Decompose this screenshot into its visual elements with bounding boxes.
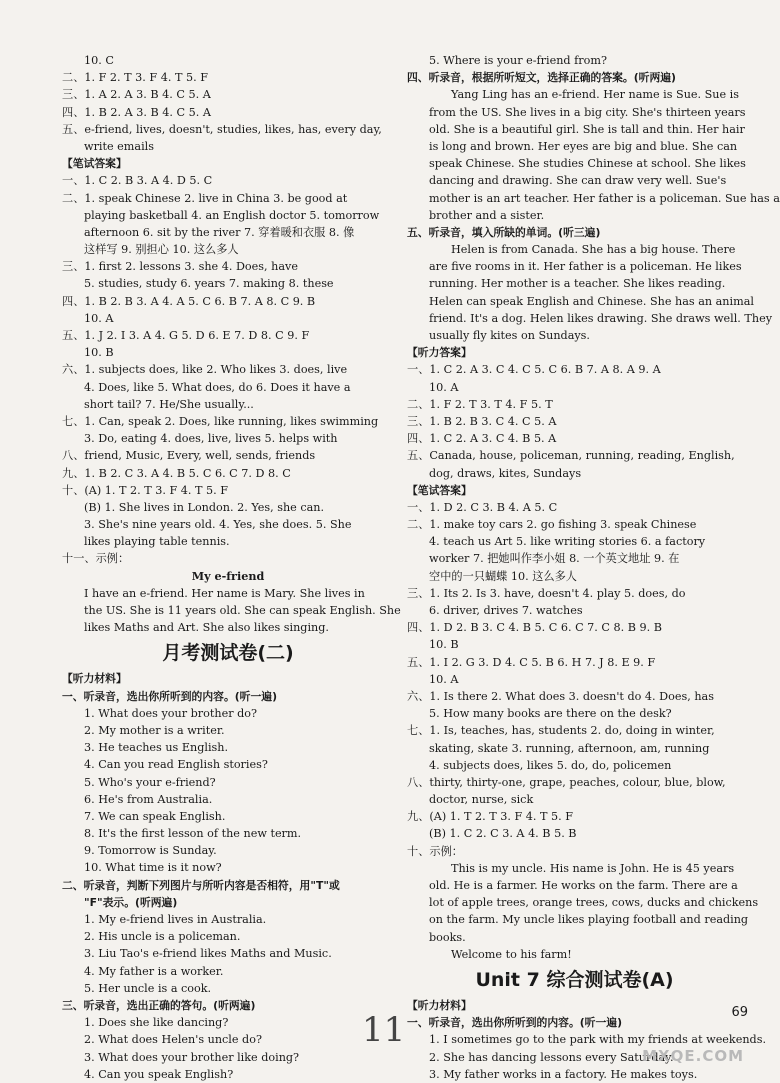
text-line: 二、1. F 2. T 3. T 4. F 5. T	[407, 397, 553, 411]
text-line: 一、1. D 2. C 3. B 4. A 5. C	[407, 500, 558, 514]
text-line: usually fly kites on Sundays.	[429, 329, 590, 342]
text-line: 五、听录音，填入所缺的单词。(听三遍)	[407, 225, 601, 239]
text-line: worker 7. 把她叫作李小姐 8. 一个英文地址 9. 在	[429, 552, 680, 566]
text-line: 五、Canada, house, policeman, running, reading, English,	[407, 449, 735, 463]
text-line: 十、(A) 1. T 2. T 3. F 4. T 5. F	[62, 483, 229, 497]
text-line: My e-friend	[191, 568, 265, 583]
text-line: 九、1. B 2. C 3. A 4. B 5. C 6. C 7. D 8. C	[62, 466, 291, 480]
text-line: 三、1. first 2. lessons 3. she 4. Does, have	[62, 260, 298, 274]
text-line: 三、1. Its 2. Is 3. have, doesn't 4. play 5. does, do	[407, 586, 686, 600]
text-line: 五、1. J 2. I 3. A 4. G 5. D 6. E 7. D 8. C 9. F	[62, 329, 310, 342]
text-line: 2. What does Helen's uncle do?	[84, 1033, 262, 1047]
text-line: write emails	[84, 139, 154, 153]
text-line: 3. What does your brother like doing?	[84, 1050, 300, 1064]
text-line: on the farm. My uncle likes playing football and reading	[429, 913, 749, 927]
text-line: 5. Where is your e-friend from?	[429, 54, 607, 67]
text-line: 9. Tomorrow is Sunday.	[84, 844, 217, 858]
text-line: lot of apple trees, orange trees, cows, ducks and chickens	[429, 896, 759, 910]
text-line: 七、1. Can, speak 2. Does, like running, likes swimming	[62, 414, 379, 428]
text-line: "F"表示。(听两遍)	[84, 895, 178, 909]
handwritten-mark: 11	[362, 1010, 406, 1050]
right-column	[407, 52, 780, 1083]
text-line: old. She is a beautiful girl. She is tall and thin. Her hair	[429, 122, 745, 136]
text-line: 一、听录音，选出你所听到的内容。(听一遍)	[62, 689, 278, 703]
text-line: This is my uncle. His name is John. He is 45 years	[451, 861, 735, 875]
text-line: 4. teach us Art 5. like writing stories 6. a factory	[429, 535, 706, 549]
text-line: 四、听录音，根据所听短文，选择正确的答案。(听两遍)	[407, 71, 676, 85]
text-line: 月考测试卷(二)	[162, 642, 294, 665]
text-line: 【笔试答案】	[407, 483, 472, 497]
text-line: 10. B	[429, 638, 459, 652]
text-line: 10. What time is it now?	[84, 861, 222, 875]
text-line: 十、示例：	[407, 844, 463, 858]
text-line: (B) 1. C 2. C 3. A 4. B 5. B	[429, 827, 577, 841]
text-line: 七、1. Is, teaches, has, students 2. do, doing in winter,	[407, 724, 715, 738]
watermark-text: MXQE.COM	[642, 1047, 744, 1065]
text-line: 六、1. subjects does, like 2. Who likes 3. does, live	[62, 363, 348, 377]
text-line: likes playing table tennis.	[84, 535, 230, 549]
text-line: mother is an art teacher. Her father is a policeman. Sue has a	[429, 191, 780, 205]
text-line: Unit 7 综合测试卷(A)	[475, 968, 674, 991]
text-line: I have an e-friend. Her name is Mary. She lives in	[84, 586, 365, 600]
text-line: 三、1. A 2. A 3. B 4. C 5. A	[62, 88, 211, 102]
text-line: 【听力答案】	[407, 346, 472, 360]
text-line: Helen can speak English and Chinese. She has an animal	[429, 294, 754, 308]
text-line: skating, skate 3. running, afternoon, am, running	[429, 741, 710, 755]
text-line: Yang Ling has an e-friend. Her name is Sue. Sue is	[451, 88, 739, 102]
text-line: 5. Who's your e-friend?	[84, 775, 216, 789]
text-line: 4. Can you speak English?	[84, 1067, 234, 1081]
text-line: 空中的一只蝴蝶 10. 这么多人	[429, 569, 577, 583]
text-line: 1. Does she like dancing?	[84, 1016, 229, 1030]
text-line: 四、1. B 2. A 3. B 4. C 5. A	[62, 105, 211, 119]
text-line: 八、thirty, thirty-one, grape, peaches, colour, blue, blow,	[407, 775, 726, 789]
text-line: 一、听录音，选出你所听到的内容。(听一遍)	[407, 1016, 623, 1030]
text-line: (B) 1. She lives in London. 2. Yes, she can.	[84, 500, 325, 514]
text-line: 三、1. B 2. B 3. C 4. C 5. A	[407, 414, 557, 428]
text-line: 4. subjects does, likes 5. do, do, policemen	[429, 758, 672, 772]
text-line: brother and a sister.	[429, 208, 545, 222]
text-line: 4. Does, like 5. What does, do 6. Does it have a	[84, 380, 351, 394]
text-line: books.	[429, 930, 466, 944]
text-line: 这样写 9. 别担心 10. 这么多人	[84, 243, 239, 257]
text-line: 【听力材料】	[62, 672, 127, 686]
text-line: 10. A	[84, 311, 114, 325]
text-line: 二、1. speak Chinese 2. live in China 3. be good at	[62, 191, 348, 205]
text-line: 6. He's from Australia.	[84, 792, 213, 806]
text-line: 六、1. Is there 2. What does 3. doesn't do 4. Does, has	[407, 689, 714, 703]
text-line: 一、1. C 2. B 3. A 4. D 5. C	[62, 174, 213, 188]
text-line: 【笔试答案】	[62, 157, 127, 171]
text-line: 1. What does your brother do?	[84, 706, 258, 720]
text-line: 1. My e-friend lives in Australia.	[84, 913, 267, 926]
text-line: 4. My father is a worker.	[84, 964, 224, 978]
text-line: 7. We can speak English.	[84, 809, 226, 823]
text-line: dancing and drawing. She can draw very well. Sue's	[429, 174, 727, 188]
text-line: from the US. She lives in a big city. She's thirteen years	[429, 105, 746, 119]
text-line: running. Her mother is a teacher. She likes reading.	[429, 277, 726, 291]
text-line: 四、1. D 2. B 3. C 4. B 5. C 6. C 7. C 8. B 9. B	[407, 621, 662, 635]
text-line: 四、1. C 2. A 3. C 4. B 5. A	[407, 432, 557, 446]
text-line: short tail? 7. He/She usually...	[84, 397, 254, 411]
text-line: old. He is a farmer. He works on the farm. There are a	[429, 879, 738, 892]
text-line: friend. It's a dog. Helen likes drawing. She draws well. They	[429, 311, 773, 325]
text-line: 2. My mother is a writer.	[84, 723, 225, 737]
text-line: afternoon 6. sit by the river 7. 穿着暖和衣服 8. 像	[84, 225, 355, 239]
text-line: 五、1. I 2. G 3. D 4. C 5. B 6. H 7. J 8. E 9. F	[407, 655, 656, 669]
text-line: Helen is from Canada. She has a big house. There	[451, 243, 736, 257]
text-line: 三、听录音，选出正确的答句。(听两遍)	[62, 998, 256, 1012]
text-line: 3. My father works in a factory. He makes toys.	[429, 1067, 698, 1081]
text-line: are five rooms in it. Her father is a policeman. He likes	[429, 260, 742, 274]
text-line: 3. He teaches us English.	[84, 741, 229, 755]
text-line: likes Maths and Art. She also likes singing.	[84, 621, 329, 635]
text-line: 5. How many books are there on the desk?	[429, 707, 672, 721]
text-line: is long and brown. Her eyes are big and blue. She can	[429, 139, 738, 153]
text-line: 四、1. B 2. B 3. A 4. A 5. C 6. B 7. A 8. C 9. B	[62, 294, 316, 308]
text-line: 8. It's the first lesson of the new term.	[84, 827, 302, 841]
text-line: Welcome to his farm!	[451, 947, 572, 961]
text-line: 10. C	[84, 54, 114, 67]
text-line: 5. studies, study 6. years 7. making 8. these	[84, 277, 334, 291]
left-column	[62, 52, 401, 1083]
text-line: the US. She is 11 years old. She can speak English. She	[84, 604, 401, 617]
text-line: 3. Do, eating 4. does, live, lives 5. helps with	[84, 432, 338, 446]
text-line: 一、1. C 2. A 3. C 4. C 5. C 6. B 7. A 8. A 9. A	[407, 363, 661, 377]
text-line: 10. A	[429, 672, 459, 686]
text-line: dog, draws, kites, Sundays	[429, 466, 582, 480]
page-number: 69	[731, 1005, 748, 1020]
text-line: 10. B	[84, 346, 114, 360]
text-line: 十一、示例：	[62, 552, 130, 566]
text-line: 二、1. make toy cars 2. go fishing 3. speak Chinese	[407, 518, 697, 532]
text-line: 2. His uncle is a policeman.	[84, 930, 241, 944]
text-line: speak Chinese. She studies Chinese at school. She likes	[429, 157, 746, 171]
text-line: 五、e-friend, lives, doesn't, studies, likes, has, every day,	[62, 122, 382, 136]
text-line: 3. Liu Tao's e-friend likes Maths and Music.	[84, 947, 332, 961]
text-line: 【听力材料】	[407, 998, 472, 1012]
text-line: 4. Can you read English stories?	[84, 758, 268, 772]
text-line: doctor, nurse, sick	[429, 793, 534, 807]
text-line: 八、friend, Music, Every, well, sends, friends	[62, 449, 316, 463]
text-line: 10. A	[429, 380, 459, 394]
text-line: 二、听录音，判断下列图片与所听内容是否相符，用"T"或	[62, 878, 340, 892]
text-line: 二、1. F 2. T 3. F 4. T 5. F	[62, 71, 208, 85]
text-line: playing basketball 4. an English doctor 5. tomorrow	[84, 208, 380, 222]
text-line: 6. driver, drives 7. watches	[429, 604, 583, 617]
text-line: 5. Her uncle is a cook.	[84, 981, 212, 995]
text-line: 1. I sometimes go to the park with my friends at weekends.	[429, 1033, 766, 1047]
text-line: 3. She's nine years old. 4. Yes, she does. 5. She	[84, 518, 352, 532]
text-line: 九、(A) 1. T 2. T 3. F 4. T 5. F	[407, 810, 574, 824]
text-line: 2. She has dancing lessons every Saturday.	[429, 1050, 674, 1064]
